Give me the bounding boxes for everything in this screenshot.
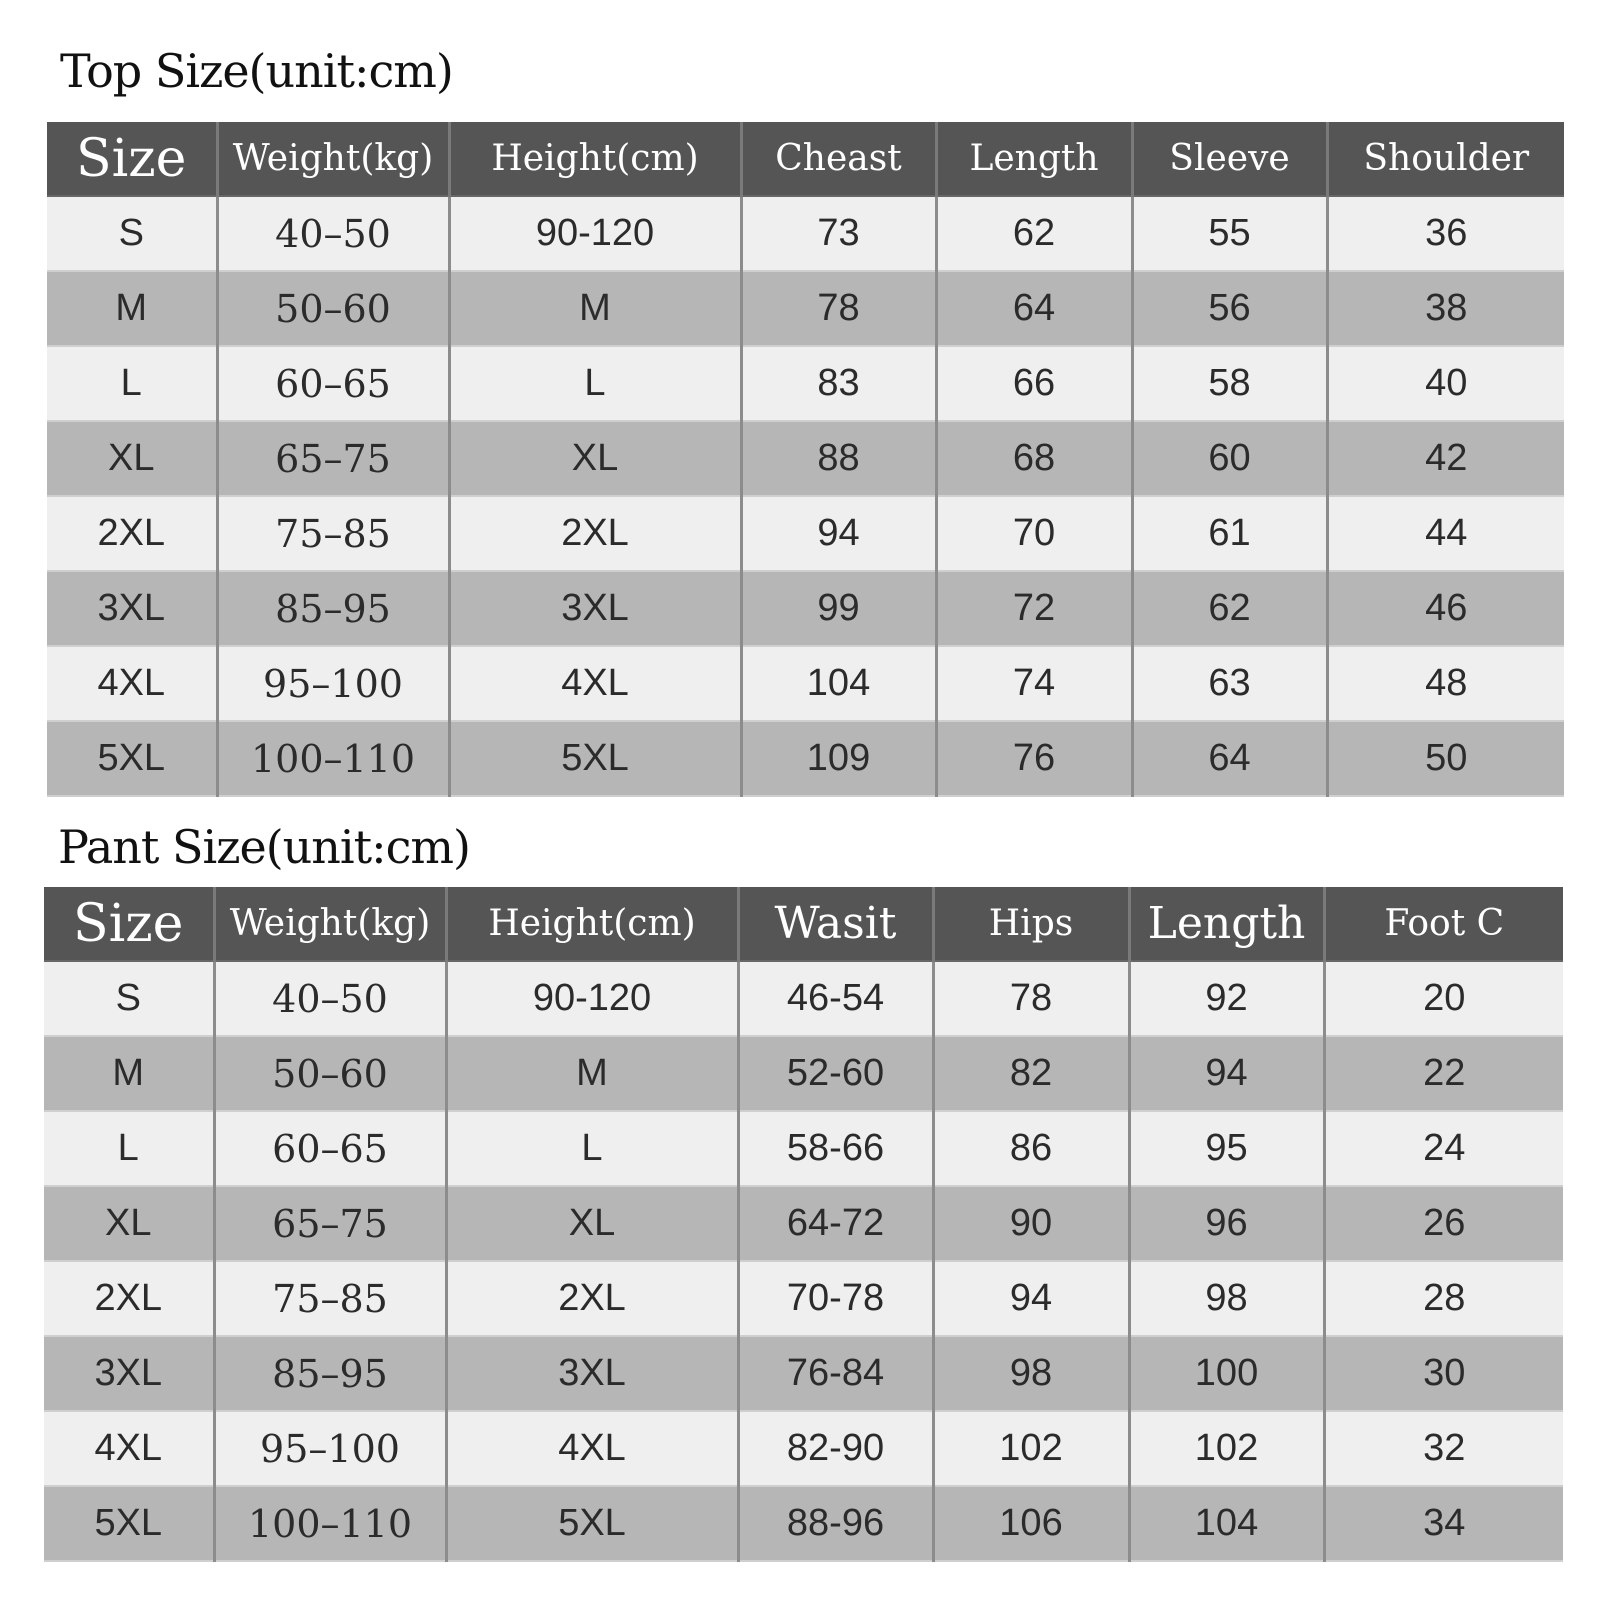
table-row (47, 721, 1564, 796)
height-cell: M (446, 1036, 738, 1111)
size-cell: M (47, 271, 217, 346)
chest-cell: 94 (741, 496, 936, 571)
foot-c-cell: 22 (1324, 1036, 1563, 1111)
length-cell: 74 (936, 646, 1132, 721)
hips-cell: 98 (933, 1336, 1129, 1411)
height-cell: 2XL (446, 1261, 738, 1336)
table-row (44, 1261, 1563, 1336)
foot-c-cell: 26 (1324, 1186, 1563, 1261)
pant-size-table (44, 887, 1563, 1562)
waist-cell: 76-84 (738, 1336, 933, 1411)
hips-cell: 90 (933, 1186, 1129, 1261)
hips-cell: 106 (933, 1486, 1129, 1561)
header-waist: Wasit (738, 887, 933, 961)
length-cell: 104 (1129, 1486, 1324, 1561)
length-cell: 66 (936, 346, 1132, 421)
height-cell: 4XL (446, 1411, 738, 1486)
sleeve-cell: 58 (1132, 346, 1327, 421)
length-cell: 100 (1129, 1336, 1324, 1411)
header-foot-c: Foot C (1324, 887, 1563, 961)
hips-cell: 102 (933, 1411, 1129, 1486)
header-shoulder: Shoulder (1327, 122, 1564, 196)
length-cell: 102 (1129, 1411, 1324, 1486)
waist-cell: 88-96 (738, 1486, 933, 1561)
sleeve-cell: 55 (1132, 196, 1327, 271)
size-cell: M (44, 1036, 214, 1111)
weight-cell: 100–110 (217, 721, 449, 796)
waist-cell: 46-54 (738, 961, 933, 1036)
height-cell: 90-120 (446, 961, 738, 1036)
table-row (44, 1036, 1563, 1111)
table-row (44, 1336, 1563, 1411)
height-cell: 3XL (449, 571, 741, 646)
weight-cell: 85–95 (217, 571, 449, 646)
chest-cell: 83 (741, 346, 936, 421)
top-size-table (47, 122, 1564, 797)
weight-cell: 50–60 (217, 271, 449, 346)
height-cell: M (449, 271, 741, 346)
shoulder-cell: 36 (1327, 196, 1564, 271)
header-size: Size (47, 122, 217, 196)
height-cell: 5XL (446, 1486, 738, 1561)
shoulder-cell: 38 (1327, 271, 1564, 346)
weight-cell: 75–85 (217, 496, 449, 571)
length-cell: 94 (1129, 1036, 1324, 1111)
size-cell: 2XL (44, 1261, 214, 1336)
shoulder-cell: 48 (1327, 646, 1564, 721)
table-row (47, 646, 1564, 721)
size-cell: 5XL (47, 721, 217, 796)
table-row (44, 1486, 1563, 1561)
table-row (47, 421, 1564, 496)
hips-cell: 78 (933, 961, 1129, 1036)
header-chest: Cheast (741, 122, 936, 196)
header-height: Height(cm) (449, 122, 741, 196)
weight-cell: 100–110 (214, 1486, 446, 1561)
height-cell: XL (449, 421, 741, 496)
table-row (44, 1111, 1563, 1186)
length-cell: 62 (936, 196, 1132, 271)
size-cell: XL (44, 1186, 214, 1261)
table-header-row (44, 887, 1563, 961)
foot-c-cell: 30 (1324, 1336, 1563, 1411)
sleeve-cell: 61 (1132, 496, 1327, 571)
waist-cell: 52-60 (738, 1036, 933, 1111)
hips-cell: 86 (933, 1111, 1129, 1186)
waist-cell: 70-78 (738, 1261, 933, 1336)
size-cell: 2XL (47, 496, 217, 571)
height-cell: 3XL (446, 1336, 738, 1411)
length-cell: 72 (936, 571, 1132, 646)
length-cell: 92 (1129, 961, 1324, 1036)
length-cell: 64 (936, 271, 1132, 346)
header-weight: Weight(kg) (217, 122, 449, 196)
foot-c-cell: 34 (1324, 1486, 1563, 1561)
header-sleeve: Sleeve (1132, 122, 1327, 196)
foot-c-cell: 20 (1324, 961, 1563, 1036)
height-cell: L (446, 1111, 738, 1186)
table-row (44, 1186, 1563, 1261)
sleeve-cell: 63 (1132, 646, 1327, 721)
shoulder-cell: 50 (1327, 721, 1564, 796)
size-cell: S (47, 196, 217, 271)
pant-size-title: Pant Size(unit:cm) (58, 820, 470, 874)
height-cell: 4XL (449, 646, 741, 721)
chest-cell: 88 (741, 421, 936, 496)
waist-cell: 58-66 (738, 1111, 933, 1186)
chest-cell: 78 (741, 271, 936, 346)
size-cell: 3XL (47, 571, 217, 646)
top-size-title: Top Size(unit:cm) (60, 44, 453, 98)
length-cell: 76 (936, 721, 1132, 796)
height-cell: 90-120 (449, 196, 741, 271)
table-header-row (47, 122, 1564, 196)
header-length: Length (1129, 887, 1324, 961)
foot-c-cell: 28 (1324, 1261, 1563, 1336)
length-cell: 98 (1129, 1261, 1324, 1336)
waist-cell: 64-72 (738, 1186, 933, 1261)
foot-c-cell: 32 (1324, 1411, 1563, 1486)
shoulder-cell: 40 (1327, 346, 1564, 421)
weight-cell: 95–100 (217, 646, 449, 721)
weight-cell: 60–65 (214, 1111, 446, 1186)
height-cell: 2XL (449, 496, 741, 571)
weight-cell: 65–75 (217, 421, 449, 496)
height-cell: XL (446, 1186, 738, 1261)
shoulder-cell: 44 (1327, 496, 1564, 571)
size-cell: S (44, 961, 214, 1036)
table-row (47, 346, 1564, 421)
weight-cell: 65–75 (214, 1186, 446, 1261)
table-row (47, 271, 1564, 346)
hips-cell: 94 (933, 1261, 1129, 1336)
weight-cell: 60–65 (217, 346, 449, 421)
weight-cell: 50–60 (214, 1036, 446, 1111)
table-row (44, 1411, 1563, 1486)
weight-cell: 85–95 (214, 1336, 446, 1411)
chest-cell: 109 (741, 721, 936, 796)
table-row (47, 496, 1564, 571)
chest-cell: 73 (741, 196, 936, 271)
length-cell: 68 (936, 421, 1132, 496)
table-row (44, 961, 1563, 1036)
size-cell: 4XL (47, 646, 217, 721)
sleeve-cell: 62 (1132, 571, 1327, 646)
size-cell: 4XL (44, 1411, 214, 1486)
header-hips: Hips (933, 887, 1129, 961)
length-cell: 70 (936, 496, 1132, 571)
weight-cell: 40–50 (214, 961, 446, 1036)
table-row (47, 571, 1564, 646)
foot-c-cell: 24 (1324, 1111, 1563, 1186)
size-cell: 3XL (44, 1336, 214, 1411)
height-cell: L (449, 346, 741, 421)
size-cell: 5XL (44, 1486, 214, 1561)
chest-cell: 99 (741, 571, 936, 646)
chest-cell: 104 (741, 646, 936, 721)
weight-cell: 40–50 (217, 196, 449, 271)
size-cell: L (47, 346, 217, 421)
sleeve-cell: 56 (1132, 271, 1327, 346)
shoulder-cell: 46 (1327, 571, 1564, 646)
header-height: Height(cm) (446, 887, 738, 961)
header-weight: Weight(kg) (214, 887, 446, 961)
length-cell: 95 (1129, 1111, 1324, 1186)
table-row (47, 196, 1564, 271)
weight-cell: 75–85 (214, 1261, 446, 1336)
sleeve-cell: 64 (1132, 721, 1327, 796)
size-cell: L (44, 1111, 214, 1186)
length-cell: 96 (1129, 1186, 1324, 1261)
height-cell: 5XL (449, 721, 741, 796)
header-size: Size (44, 887, 214, 961)
size-cell: XL (47, 421, 217, 496)
waist-cell: 82-90 (738, 1411, 933, 1486)
shoulder-cell: 42 (1327, 421, 1564, 496)
sleeve-cell: 60 (1132, 421, 1327, 496)
hips-cell: 82 (933, 1036, 1129, 1111)
weight-cell: 95–100 (214, 1411, 446, 1486)
header-length: Length (936, 122, 1132, 196)
